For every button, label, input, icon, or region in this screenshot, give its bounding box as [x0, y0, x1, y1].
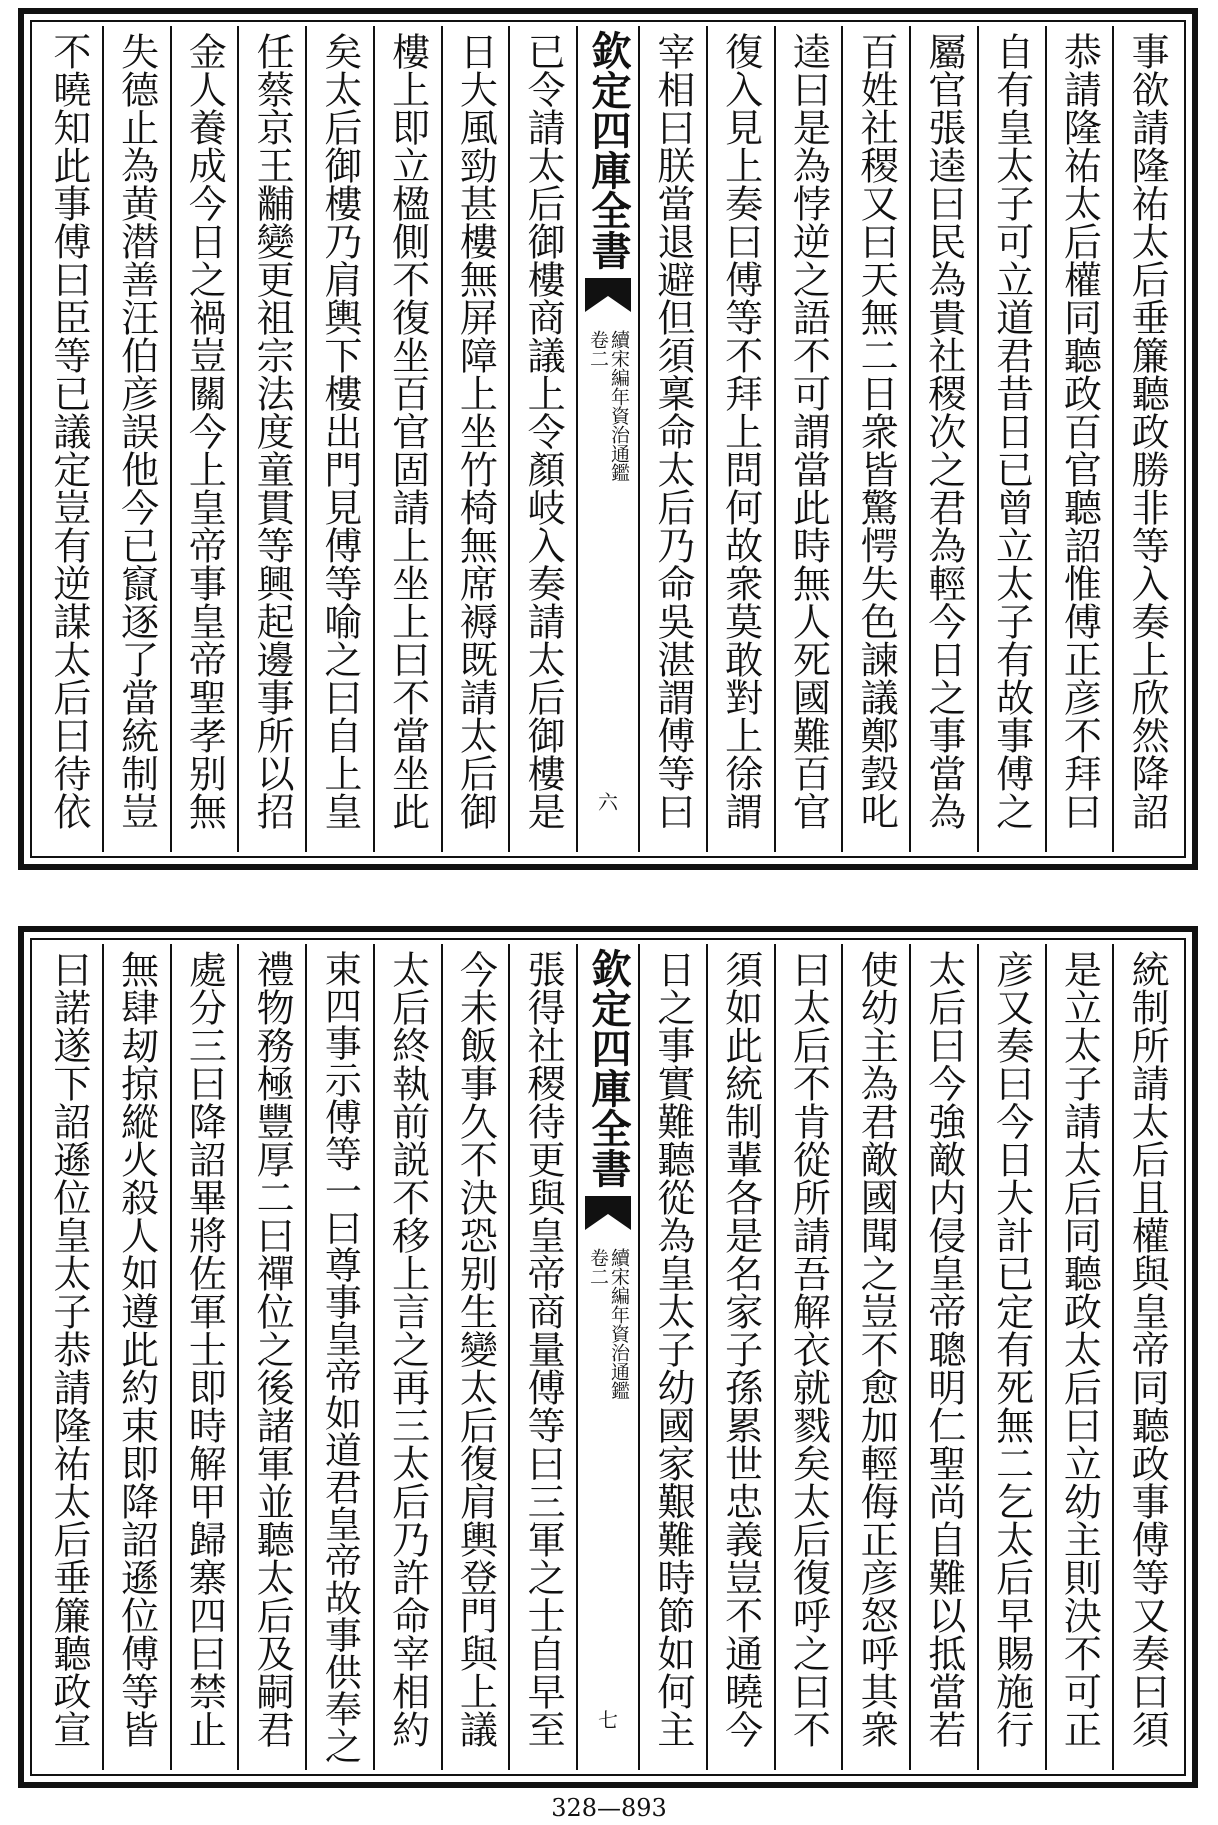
text-column: 恭請隆祐太后權同聽政百官聽詔惟傅正彦不拜曰 — [1045, 26, 1113, 852]
text-column: 今未飯事久不決恐别生變太后復肩輿登門與上議 — [441, 944, 509, 1770]
folio-number: 六 — [598, 790, 618, 814]
text-column: 金人養成今日之禍豈關今上皇帝事皇帝聖孝别無 — [170, 26, 238, 852]
bottom-page-columns — [36, 944, 1180, 1770]
top-page-panel — [18, 8, 1198, 870]
text-column: 失德止為黄潜善汪伯彦誤他今已竄逐了當統制豈 — [102, 26, 170, 852]
book-title: 續宋編年資治通鑑 — [608, 1248, 630, 1400]
text-column: 不曉知此事傅曰臣等已議定豈有逆謀太后曰待依 — [46, 32, 91, 830]
text-column: 曰諾遂下詔遜位皇太子恭請隆祐太后垂簾聽政宣 — [46, 950, 91, 1748]
text-column: 禮物務極豐厚二曰禪位之後諸軍並聽太后及嗣君 — [237, 944, 305, 1770]
text-column: 處分三曰降詔畢將佐軍士即時解甲歸寨四曰禁止 — [170, 944, 238, 1770]
fish-tail-mark-icon — [585, 1196, 631, 1238]
text-column: 宰相曰朕當退避但須稟命太后乃命吳湛謂傅等曰 — [638, 26, 706, 852]
text-column: 任蔡京王黼變更祖宗法度童貫等興起邊事所以招 — [237, 26, 305, 852]
collection-header: 欽定四庫全書 — [585, 30, 632, 270]
text-column: 自有皇太子可立道君昔日已曾立太子有故事傅之 — [977, 26, 1045, 852]
text-column: 日之事實難聽從為皇太子幼國家艱難時節如何主 — [638, 944, 706, 1770]
text-column: 是立太子請太后同聽政太后曰立幼主則決不可正 — [1045, 944, 1113, 1770]
text-column: 復入見上奏曰傅等不拜上問何故衆莫敢對上徐謂 — [706, 26, 774, 852]
text-column: 逵曰是為悖逆之語不可謂當此時無人死國難百官 — [774, 26, 842, 852]
text-column: 張得社稷待更與皇帝商量傅等曰三軍之士自早至 — [508, 944, 576, 1770]
fish-tail-mark-icon — [585, 278, 631, 320]
text-column: 百姓社稷又曰天無二日衆皆驚愕失色諫議鄭瑴叱 — [841, 26, 909, 852]
text-column: 已令請太后御樓商議上令顏岐入奏請太后御樓是 — [508, 26, 576, 852]
text-column: 無肆刼掠縱火殺人如遵此約束即降詔遜位傅等皆 — [102, 944, 170, 1770]
bottom-page-panel — [18, 926, 1198, 1788]
book-title: 續宋編年資治通鑑 — [608, 330, 630, 482]
text-column: 曰太后不肯從所請吾解衣就戮矣太后復呼之曰不 — [774, 944, 842, 1770]
center-fold-column — [576, 26, 638, 852]
text-column: 須如此統制輩各是名家子孫累世忠義豈不通曉今 — [706, 944, 774, 1770]
text-column: 統制所請太后且權與皇帝同聽政事傅等又奏曰須 — [1112, 944, 1180, 1770]
page-number: 328—893 — [551, 1794, 667, 1822]
folio-number: 七 — [598, 1708, 618, 1732]
text-column: 日大風勁甚樓無屏障上坐竹椅無席褥既請太后御 — [441, 26, 509, 852]
collection-header: 欽定四庫全書 — [585, 948, 632, 1188]
text-column: 矣太后御樓乃肩輿下樓出門見傅等喻之曰自上皇 — [305, 26, 373, 852]
book-info — [588, 330, 628, 482]
book-info — [588, 1248, 628, 1400]
text-column: 屬官張逵曰民為貴社稷次之君為輕今日之事當為 — [909, 26, 977, 852]
text-column: 太后曰今強敵内侵皇帝聰明仁聖尚自難以抵當若 — [909, 944, 977, 1770]
text-column: 事欲請隆祐太后垂簾聽政勝非等入奏上欣然降詔 — [1112, 26, 1180, 852]
text-column: 太后終執前説不移上言之再三太后乃許命宰相約 — [373, 944, 441, 1770]
center-fold-column — [576, 944, 638, 1770]
text-column: 彦又奏曰今日大計已定有死無二乞太后早賜施行 — [977, 944, 1045, 1770]
volume-label: 卷二 — [587, 1248, 609, 1286]
text-column: 使幼主為君敵國聞之豈不愈加輕侮正彦怒呼其衆 — [841, 944, 909, 1770]
text-column: 樓上即立楹側不復坐百官固請上坐上曰不當坐此 — [373, 26, 441, 852]
text-column: 束四事示傅等一曰尊事皇帝如道君皇帝故事供奉之 — [305, 944, 373, 1770]
volume-label: 卷二 — [587, 330, 609, 368]
top-page-columns — [36, 26, 1180, 852]
